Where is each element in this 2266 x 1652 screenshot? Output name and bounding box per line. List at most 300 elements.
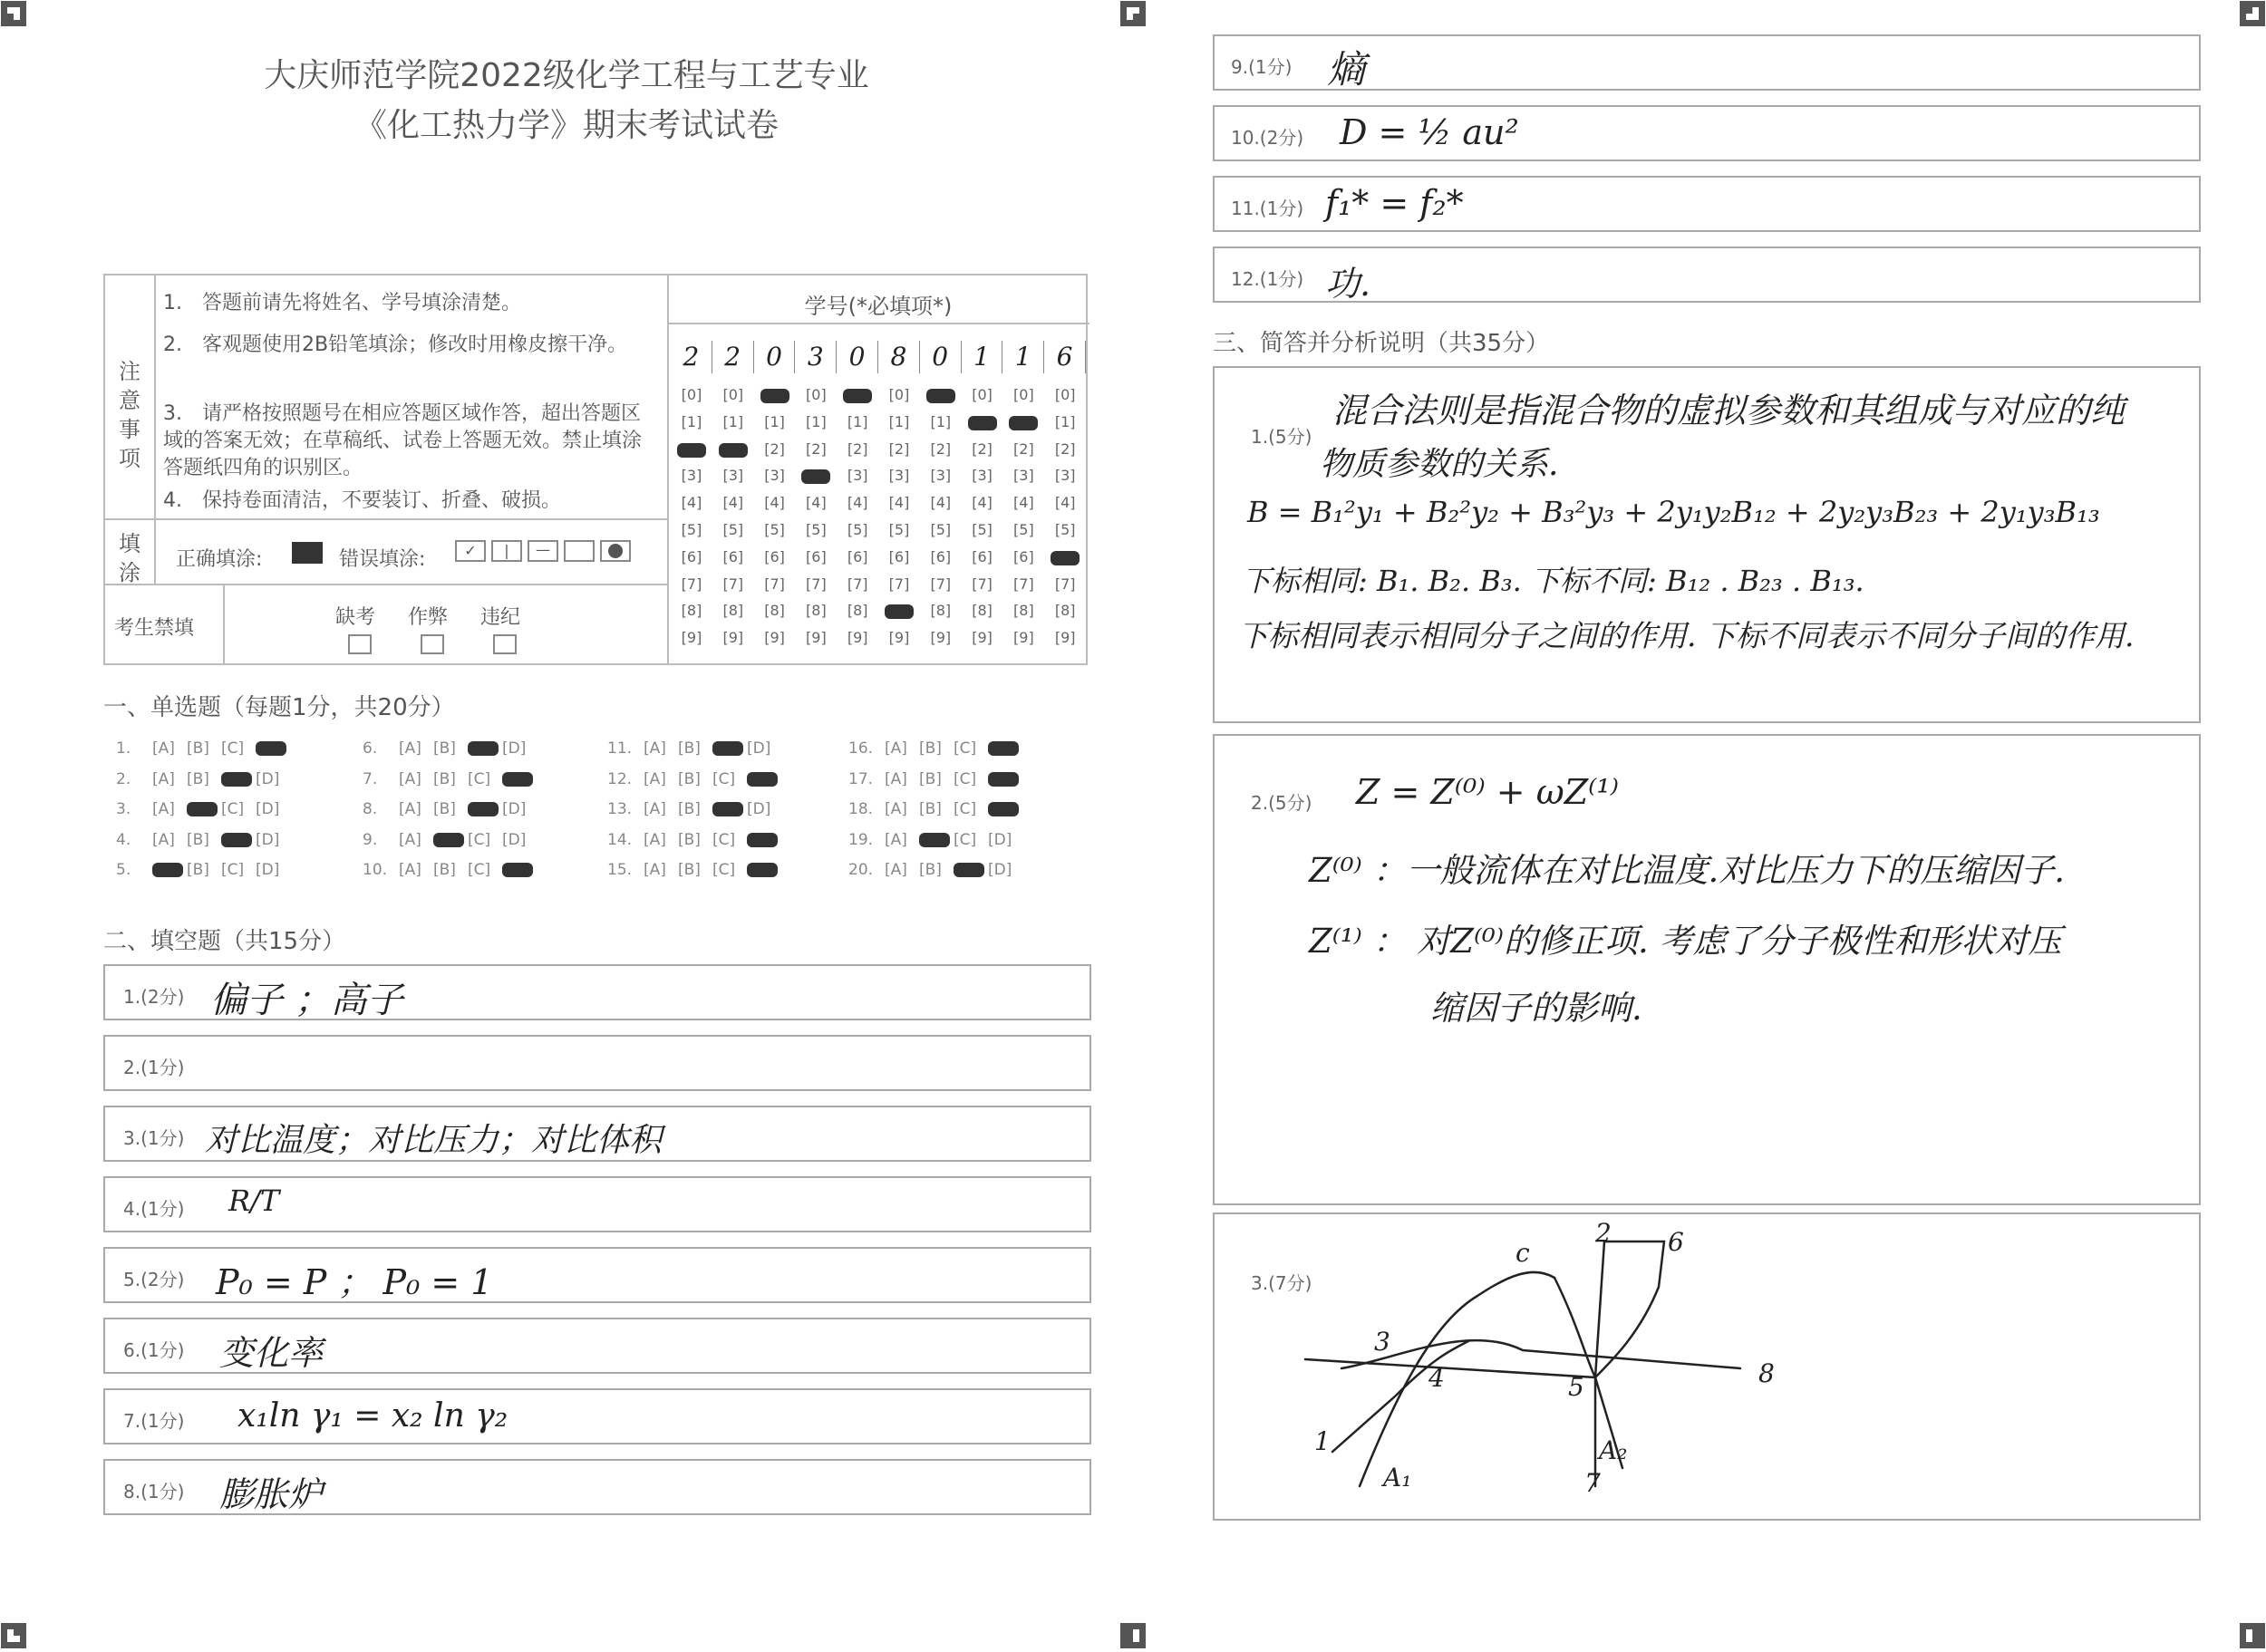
mc-bubble[interactable]: [D] (747, 800, 771, 818)
mc-bubble[interactable]: [B] (187, 739, 209, 758)
mc-bubble[interactable]: [D] (256, 769, 280, 788)
fill-answer-box-11[interactable] (1213, 176, 2201, 232)
mc-question-number: 5. (116, 861, 131, 879)
student-id-bubble[interactable]: [4] (806, 494, 827, 512)
short-answer-box-2[interactable] (1213, 734, 2201, 1205)
short-answer-2-line-1: Z = Z⁽⁰⁾ + ωZ⁽¹⁾ (1356, 772, 1619, 812)
student-id-bubble[interactable]: [5] (722, 521, 744, 538)
fill-label-4: 4.(1分) (123, 1198, 185, 1220)
mc-bubble[interactable]: [B] (433, 739, 456, 758)
student-id-bubble[interactable]: [4] (972, 494, 993, 512)
student-id-bubble[interactable]: [9] (806, 629, 827, 647)
mc-bubble-filled[interactable] (747, 863, 778, 877)
student-id-bubble[interactable]: [5] (1054, 521, 1076, 538)
student-id-bubble[interactable]: [0] (722, 386, 744, 403)
mc-question-number: 2. (116, 769, 131, 788)
student-id-bubble[interactable]: [1] (722, 412, 744, 430)
fill-answer-box-2[interactable] (103, 1035, 1091, 1091)
student-id-digit-3: 0 (754, 341, 796, 373)
fill-answer-box-9[interactable] (1213, 34, 2201, 91)
student-id-bubble[interactable]: [1] (764, 412, 785, 430)
student-id-digit-4: 3 (795, 341, 837, 373)
student-id-bubble[interactable]: [9] (847, 629, 868, 647)
student-id-bubble[interactable]: [4] (847, 494, 868, 512)
short-label-3: 3.(7分) (1251, 1272, 1312, 1294)
corner-marker-top-center (1119, 0, 1147, 27)
short-answer-1-line-1: 混合法则是指混合物的虚拟参数和其组成与对应的纯 (1332, 391, 2126, 430)
mc-bubble[interactable]: [B] (678, 769, 701, 788)
sketch-label-1: 1 (1314, 1426, 1331, 1456)
student-id-bubble-filled[interactable] (719, 443, 748, 458)
sketch-label-4: 4 (1428, 1363, 1445, 1393)
student-id-digit-5: 0 (837, 341, 878, 373)
mc-bubble-filled[interactable] (712, 802, 743, 816)
fill-answer-1: 偏子 ；高子 (210, 980, 403, 1021)
mc-bubble-filled[interactable] (502, 772, 533, 787)
student-id-bubble[interactable]: [8] (681, 602, 702, 620)
student-id-bubble[interactable]: [4] (1013, 494, 1034, 512)
student-id-bubble[interactable]: [2] (930, 440, 952, 458)
mc-bubble[interactable]: [D] (256, 861, 280, 879)
mc-question-number: 3. (116, 800, 131, 818)
mc-question-number: 11. (607, 739, 633, 758)
student-id-bubble[interactable]: [5] (764, 521, 785, 538)
mc-bubble[interactable]: [B] (919, 739, 942, 758)
mc-bubble[interactable]: [A] (885, 861, 907, 879)
student-id-bubble[interactable]: [3] (764, 467, 785, 485)
short-answer-1-line-3: B = B₁²y₁ + B₂²y₂ + B₃²y₃ + 2y₁y₂B₁₂ + 2y₂y₃B₂₃ + 2y₁y₃B₁₃ (1247, 495, 2100, 529)
mc-bubble[interactable]: [A] (399, 830, 421, 849)
mc-bubble[interactable]: [A] (885, 800, 907, 818)
student-id-bubble[interactable]: [9] (764, 629, 785, 647)
student-id-bubble[interactable]: [9] (888, 629, 910, 647)
mc-question-number: 12. (607, 769, 633, 788)
fill-label-11: 11.(1分) (1231, 198, 1304, 219)
mc-question-number: 15. (607, 861, 633, 879)
student-id-bubble-filled[interactable] (1009, 416, 1038, 430)
mc-question-number: 8. (363, 800, 378, 818)
mc-bubble[interactable]: [A] (152, 800, 175, 818)
fill-answer-10: D = ½ au² (1340, 112, 1519, 152)
mc-bubble[interactable]: [A] (885, 830, 907, 849)
student-id-digit-2: 2 (712, 341, 754, 373)
mc-bubble[interactable]: [B] (678, 830, 701, 849)
student-id-bubble[interactable]: [6] (722, 547, 744, 565)
exam-title: 大庆师范学院2022级化学工程与工艺专业 (264, 57, 869, 94)
student-id-bubble[interactable]: [7] (930, 575, 952, 593)
absent-checkbox[interactable] (348, 634, 372, 654)
sketch-label-a2: A₂ (1599, 1435, 1628, 1465)
student-id-bubble[interactable]: [8] (1054, 602, 1076, 620)
fill-answer-4: R/T (228, 1183, 280, 1218)
mc-bubble[interactable]: [D] (502, 830, 527, 849)
student-id-bubble[interactable]: [7] (722, 575, 744, 593)
student-id-bubble[interactable]: [5] (1013, 521, 1034, 538)
fill-label-1: 1.(2分) (123, 986, 185, 1008)
mc-question-number: 13. (607, 800, 633, 818)
student-id-bubble[interactable]: [8] (930, 602, 952, 620)
fill-label-5: 5.(2分) (123, 1269, 185, 1290)
fill-answer-3: 对比温度；对比压力；对比体积 (205, 1122, 663, 1159)
student-id-bubble[interactable]: [3] (722, 467, 744, 485)
student-id-bubble[interactable]: [7] (806, 575, 827, 593)
fill-answer-7: x₁ln γ₁ = x₂ ln γ₂ (237, 1397, 508, 1435)
fill-answer-box-1[interactable] (103, 964, 1091, 1020)
sketch-label-2: 2 (1595, 1218, 1612, 1248)
mc-bubble[interactable]: [B] (919, 800, 942, 818)
fill-label-6: 6.(1分) (123, 1339, 185, 1361)
student-id-bubble[interactable]: [6] (972, 547, 993, 565)
student-id-bubble[interactable]: [2] (806, 440, 827, 458)
student-id-bubble[interactable]: [1] (888, 412, 910, 430)
violation-checkbox[interactable] (493, 634, 517, 654)
mc-bubble[interactable]: [A] (152, 769, 175, 788)
mc-bubble-filled[interactable] (187, 802, 218, 816)
fill-answer-box-10[interactable] (1213, 105, 2201, 161)
student-id-bubble[interactable]: [8] (764, 602, 785, 620)
mc-bubble[interactable]: [C] (954, 830, 977, 849)
mc-bubble[interactable]: [C] (468, 861, 491, 879)
mc-bubble-filled[interactable] (433, 833, 464, 847)
corner-marker-bottom-right (2239, 1622, 2266, 1649)
notice-item-1: 1. 答题前请先将姓名、学号填涂清楚。 (163, 292, 521, 314)
student-id-bubble[interactable]: [6] (930, 547, 952, 565)
mc-bubble[interactable]: [A] (152, 739, 175, 758)
student-id-bubble[interactable]: [2] (764, 440, 785, 458)
mc-question-number: 1. (116, 739, 131, 758)
student-id-bubble[interactable]: [4] (930, 494, 952, 512)
fill-label-3: 3.(1分) (123, 1127, 185, 1149)
mc-bubble[interactable]: [A] (399, 800, 421, 818)
student-id-bubble[interactable]: [9] (681, 629, 702, 647)
student-id-bubble[interactable]: [8] (847, 602, 868, 620)
student-id-bubble[interactable]: [1] (847, 412, 868, 430)
short-answer-1-line-5: 下标相同表示相同分子之间的作用. 下标不同表示不同分子间的作用. (1238, 618, 2135, 653)
mc-question-number: 18. (848, 800, 874, 818)
student-id-bubble-filled[interactable] (843, 389, 872, 403)
fill-label-8: 8.(1分) (123, 1481, 185, 1502)
wrong-fill-bar-icon: | (491, 540, 522, 562)
student-id-bubble[interactable]: [4] (722, 494, 744, 512)
corner-marker-bottom-center (1119, 1622, 1147, 1649)
student-id-bubble[interactable]: [6] (847, 547, 868, 565)
student-id-bubble[interactable]: [5] (888, 521, 910, 538)
fill-answer-5: P₀ = P ； P₀ = 1 (216, 1262, 493, 1302)
mc-bubble-filled[interactable] (988, 741, 1019, 756)
short-answer-2-line-2: Z⁽⁰⁾ ：一般流体在对比温度.对比压力下的压缩因子. (1309, 851, 2065, 890)
student-id-bubble[interactable]: [6] (764, 547, 785, 565)
fill-answer-11: f₁* = f₂* (1325, 183, 1464, 223)
student-id-bubble[interactable]: [4] (1054, 494, 1076, 512)
mc-bubble-filled[interactable] (919, 833, 950, 847)
mc-bubble[interactable]: [B] (919, 769, 942, 788)
student-id-bubble[interactable]: [5] (972, 521, 993, 538)
student-id-digit-1: 2 (671, 341, 712, 373)
mc-bubble[interactable]: [B] (433, 769, 456, 788)
mc-bubble[interactable]: [B] (433, 800, 456, 818)
mc-bubble[interactable]: [C] (221, 800, 245, 818)
mc-bubble[interactable]: [C] (954, 800, 977, 818)
student-id-bubble[interactable]: [4] (681, 494, 702, 512)
student-id-bubble[interactable]: [9] (930, 629, 952, 647)
notice-item-2: 2. 客观题使用2B铅笔填涂；修改时用橡皮擦干净。 (163, 333, 628, 356)
mc-bubble[interactable]: [D] (256, 800, 280, 818)
mc-bubble[interactable]: [D] (988, 861, 1012, 879)
mc-bubble[interactable]: [A] (399, 739, 421, 758)
student-id-bubble-filled[interactable] (968, 416, 997, 430)
student-id-bubble[interactable]: [6] (1013, 547, 1034, 565)
absent-label: 缺考 (335, 606, 376, 629)
mc-question-number: 19. (848, 830, 874, 849)
student-id-bubble[interactable]: [0] (972, 386, 993, 403)
fill-answer-12: 功. (1325, 264, 1371, 304)
fill-answer-box-3[interactable] (103, 1106, 1091, 1162)
mc-bubble[interactable]: [C] (954, 739, 977, 758)
student-id-bubble[interactable]: [4] (888, 494, 910, 512)
student-id-bubble[interactable]: [9] (722, 629, 744, 647)
mc-bubble[interactable]: [C] (221, 739, 245, 758)
fill-answer-9: 熵 (1327, 47, 1366, 92)
mc-bubble[interactable]: [B] (678, 861, 701, 879)
wrong-fill-empty-icon (564, 540, 595, 562)
short-answer-box-3[interactable] (1213, 1212, 2201, 1521)
student-id-bubble[interactable]: [7] (764, 575, 785, 593)
fill-label-7: 7.(1分) (123, 1410, 185, 1432)
mc-bubble[interactable]: [B] (678, 800, 701, 818)
short-answer-box-1[interactable] (1213, 366, 2201, 723)
wrong-fill-label: 错误填涂: (339, 548, 426, 571)
student-id-bubble[interactable]: [8] (722, 602, 744, 620)
sketch-label-6: 6 (1668, 1227, 1684, 1257)
fill-answer-box-8[interactable] (103, 1459, 1091, 1515)
sketch-label-a1: A₁ (1383, 1463, 1412, 1493)
mc-question-number: 16. (848, 739, 874, 758)
mc-bubble-filled[interactable] (221, 772, 252, 787)
mc-question-number: 17. (848, 769, 874, 788)
fill-answer-box-7[interactable] (103, 1388, 1091, 1444)
mc-bubble[interactable]: [A] (399, 861, 421, 879)
sketch-label-3: 3 (1374, 1327, 1390, 1357)
phase-diagram-sketch (1215, 1214, 2203, 1522)
fill-answer-8: 膨胀炉 (219, 1474, 324, 1514)
mc-bubble[interactable]: [C] (712, 861, 736, 879)
student-id-digit-7: 0 (920, 341, 962, 373)
student-id-bubble[interactable]: [5] (681, 521, 702, 538)
mc-question-number: 4. (116, 830, 131, 849)
wrong-fill-check-icon: ✓ (455, 540, 486, 562)
mc-question-number: 14. (607, 830, 633, 849)
mc-bubble[interactable]: [D] (747, 739, 771, 758)
student-id-bubble[interactable]: [6] (681, 547, 702, 565)
fill-label-9: 9.(1分) (1231, 56, 1293, 78)
student-id-bubble-filled[interactable] (885, 604, 914, 619)
mc-bubble[interactable]: [A] (644, 769, 666, 788)
fill-label-12: 12.(1分) (1231, 268, 1304, 290)
mc-bubble[interactable]: [B] (187, 861, 209, 879)
section-3-title: 三、简答并分析说明（共35分） (1213, 330, 1550, 357)
student-id-bubble[interactable]: [2] (1054, 440, 1076, 458)
student-id-bubble[interactable]: [2] (888, 440, 910, 458)
student-id-bubble[interactable]: [3] (1013, 467, 1034, 485)
student-id-bubble[interactable]: [3] (930, 467, 952, 485)
student-id-label: 学号(*必填项*) (804, 294, 953, 319)
short-answer-1-line-2: 物质参数的关系. (1320, 446, 1559, 483)
mc-bubble[interactable]: [B] (187, 769, 209, 788)
mc-bubble[interactable]: [D] (502, 800, 527, 818)
mc-bubble[interactable]: [A] (152, 830, 175, 849)
student-id-digit-8: 1 (962, 341, 1003, 373)
mc-bubble-filled[interactable] (256, 741, 286, 756)
sketch-label-5: 5 (1568, 1372, 1584, 1402)
mc-bubble-filled[interactable] (747, 772, 778, 787)
short-label-2: 2.(5分) (1251, 792, 1312, 814)
student-id-bubble[interactable]: [7] (847, 575, 868, 593)
mc-bubble-filled[interactable] (988, 802, 1019, 816)
fill-answer-box-12[interactable] (1213, 246, 2201, 303)
fill-answer-box-6[interactable] (103, 1318, 1091, 1374)
corner-marker-top-left (0, 0, 27, 27)
mc-bubble-filled[interactable] (468, 802, 499, 816)
mc-bubble-filled[interactable] (468, 741, 499, 756)
mc-bubble[interactable]: [A] (644, 739, 666, 758)
short-answer-2-line-3: Z⁽¹⁾ ： 对Z⁽⁰⁾的修正项. 考虑了分子极性和形状对压 (1309, 922, 2062, 961)
student-id-bubble[interactable]: [0] (1013, 386, 1034, 403)
mc-bubble-filled[interactable] (221, 833, 252, 847)
mc-bubble[interactable]: [A] (885, 769, 907, 788)
short-answer-1-line-4: 下标相同: B₁. B₂. B₃. 下标不同: B₁₂ . B₂₃ . B₁₃. (1242, 564, 1864, 598)
mc-question-number: 10. (363, 861, 388, 879)
mc-question-number: 7. (363, 769, 378, 788)
mc-bubble[interactable]: [B] (919, 861, 942, 879)
mc-bubble[interactable]: [D] (256, 830, 280, 849)
student-id-bubble[interactable]: [3] (847, 467, 868, 485)
student-id-bubble[interactable]: [9] (1054, 629, 1076, 647)
cheat-checkbox[interactable] (421, 634, 444, 654)
mc-bubble[interactable]: [A] (644, 830, 666, 849)
student-id-bubble-filled[interactable] (677, 443, 706, 458)
student-id-bubble[interactable]: [3] (1054, 467, 1076, 485)
student-id-digit-10: 6 (1044, 341, 1086, 373)
mc-bubble-filled[interactable] (954, 863, 984, 877)
sketch-label-7: 7 (1584, 1468, 1601, 1498)
student-id-bubble[interactable]: [2] (847, 440, 868, 458)
student-id-bubble[interactable]: [0] (806, 386, 827, 403)
short-answer-2-line-4: 缩因子的影响. (1430, 989, 1642, 1028)
mc-bubble-filled[interactable] (152, 863, 183, 877)
student-id-bubble[interactable]: [5] (806, 521, 827, 538)
fill-answer-6: 变化率 (219, 1333, 324, 1373)
mc-question-number: 20. (848, 861, 874, 879)
mc-bubble[interactable]: [B] (187, 830, 209, 849)
student-id-bubble[interactable]: [6] (888, 547, 910, 565)
mc-bubble[interactable]: [D] (502, 739, 527, 758)
mc-bubble[interactable]: [A] (885, 739, 907, 758)
correct-fill-label: 正确填涂: (176, 548, 263, 571)
student-id-bubble-filled[interactable] (801, 469, 830, 484)
correct-fill-sample (292, 542, 323, 564)
student-id-bubble-filled[interactable] (1051, 551, 1080, 565)
student-id-bubble[interactable]: [7] (888, 575, 910, 593)
student-id-bubble[interactable]: [2] (972, 440, 993, 458)
fill-label-10: 10.(2分) (1231, 127, 1304, 149)
fill-answer-box-5[interactable] (103, 1247, 1091, 1303)
student-id-bubble[interactable]: [4] (764, 494, 785, 512)
student-id-bubble[interactable]: [5] (847, 521, 868, 538)
student-id-bubble[interactable]: [1] (806, 412, 827, 430)
corner-marker-top-right (2239, 0, 2266, 27)
mc-bubble-filled[interactable] (502, 863, 533, 877)
notice-item-3: 3. 请严格按照题号在相应答题区域作答，超出答题区域的答案无效；在草稿纸、试卷上答题无效。禁止填涂答题纸四角的识别区。 (163, 402, 643, 479)
student-id-bubble[interactable]: [0] (1054, 386, 1076, 403)
mc-bubble[interactable]: [B] (678, 739, 701, 758)
student-id-bubble[interactable]: [1] (930, 412, 952, 430)
mc-bubble[interactable]: [C] (712, 769, 736, 788)
student-id-digit-6: 8 (878, 341, 920, 373)
exam-subtitle: 《化工热力学》期末考试试卷 (353, 107, 779, 144)
mc-bubble[interactable]: [A] (644, 861, 666, 879)
student-id-bubble[interactable]: [7] (681, 575, 702, 593)
mc-bubble[interactable]: [C] (468, 769, 491, 788)
student-id-bubble-filled[interactable] (926, 389, 955, 403)
wrong-fill-dash-icon: — (528, 540, 558, 562)
student-id-bubble[interactable]: [7] (972, 575, 993, 593)
mc-bubble[interactable]: [A] (644, 800, 666, 818)
student-id-bubble[interactable]: [9] (972, 629, 993, 647)
student-id-bubble[interactable]: [3] (972, 467, 993, 485)
student-id-bubble[interactable]: [7] (1013, 575, 1034, 593)
mc-bubble[interactable]: [A] (399, 769, 421, 788)
student-id-bubble[interactable]: [2] (1013, 440, 1034, 458)
corner-marker-bottom-left (0, 1622, 27, 1649)
mc-question-number: 6. (363, 739, 378, 758)
mc-bubble[interactable]: [C] (712, 830, 736, 849)
student-id-bubble[interactable]: [8] (1013, 602, 1034, 620)
student-id-bubble[interactable]: [0] (888, 386, 910, 403)
student-id-bubble[interactable]: [1] (1054, 412, 1076, 430)
student-id-bubble[interactable]: [9] (1013, 629, 1034, 647)
section-2-title: 二、填空题（共15分） (103, 928, 346, 955)
fill-label-2: 2.(1分) (123, 1057, 185, 1078)
mc-bubble[interactable]: [D] (988, 830, 1012, 849)
violation-label: 违纪 (480, 606, 521, 629)
fill-label: 填 涂 (119, 531, 140, 585)
student-id-bubble[interactable]: [7] (1054, 575, 1076, 593)
prohibited-label: 考生禁填 (114, 617, 195, 640)
student-id-bubble[interactable]: [3] (888, 467, 910, 485)
notice-label: 注 意 事 项 (119, 359, 140, 471)
mc-bubble-filled[interactable] (747, 833, 778, 847)
mc-bubble[interactable]: [C] (954, 769, 977, 788)
sketch-label-8: 8 (1758, 1358, 1775, 1388)
notice-item-4: 4. 保持卷面清洁，不要装订、折叠、破损。 (163, 489, 561, 512)
mc-bubble[interactable]: [B] (433, 861, 456, 879)
student-id-bubble[interactable]: [3] (681, 467, 702, 485)
student-id-bubble[interactable]: [0] (681, 386, 702, 403)
student-id-bubble[interactable]: [5] (930, 521, 952, 538)
student-id-bubble[interactable]: [1] (681, 412, 702, 430)
student-id-bubble[interactable]: [8] (972, 602, 993, 620)
mc-bubble-filled[interactable] (988, 772, 1019, 787)
sketch-label-c: c (1516, 1238, 1530, 1268)
mc-bubble-filled[interactable] (712, 741, 743, 756)
student-id-digit-9: 1 (1002, 341, 1044, 373)
student-id-bubble[interactable]: [8] (806, 602, 827, 620)
fill-answer-box-4[interactable] (103, 1176, 1091, 1232)
mc-bubble[interactable]: [C] (221, 861, 245, 879)
mc-bubble[interactable]: [C] (468, 830, 491, 849)
student-id-bubble-filled[interactable] (760, 389, 789, 403)
student-id-bubble[interactable]: [6] (806, 547, 827, 565)
